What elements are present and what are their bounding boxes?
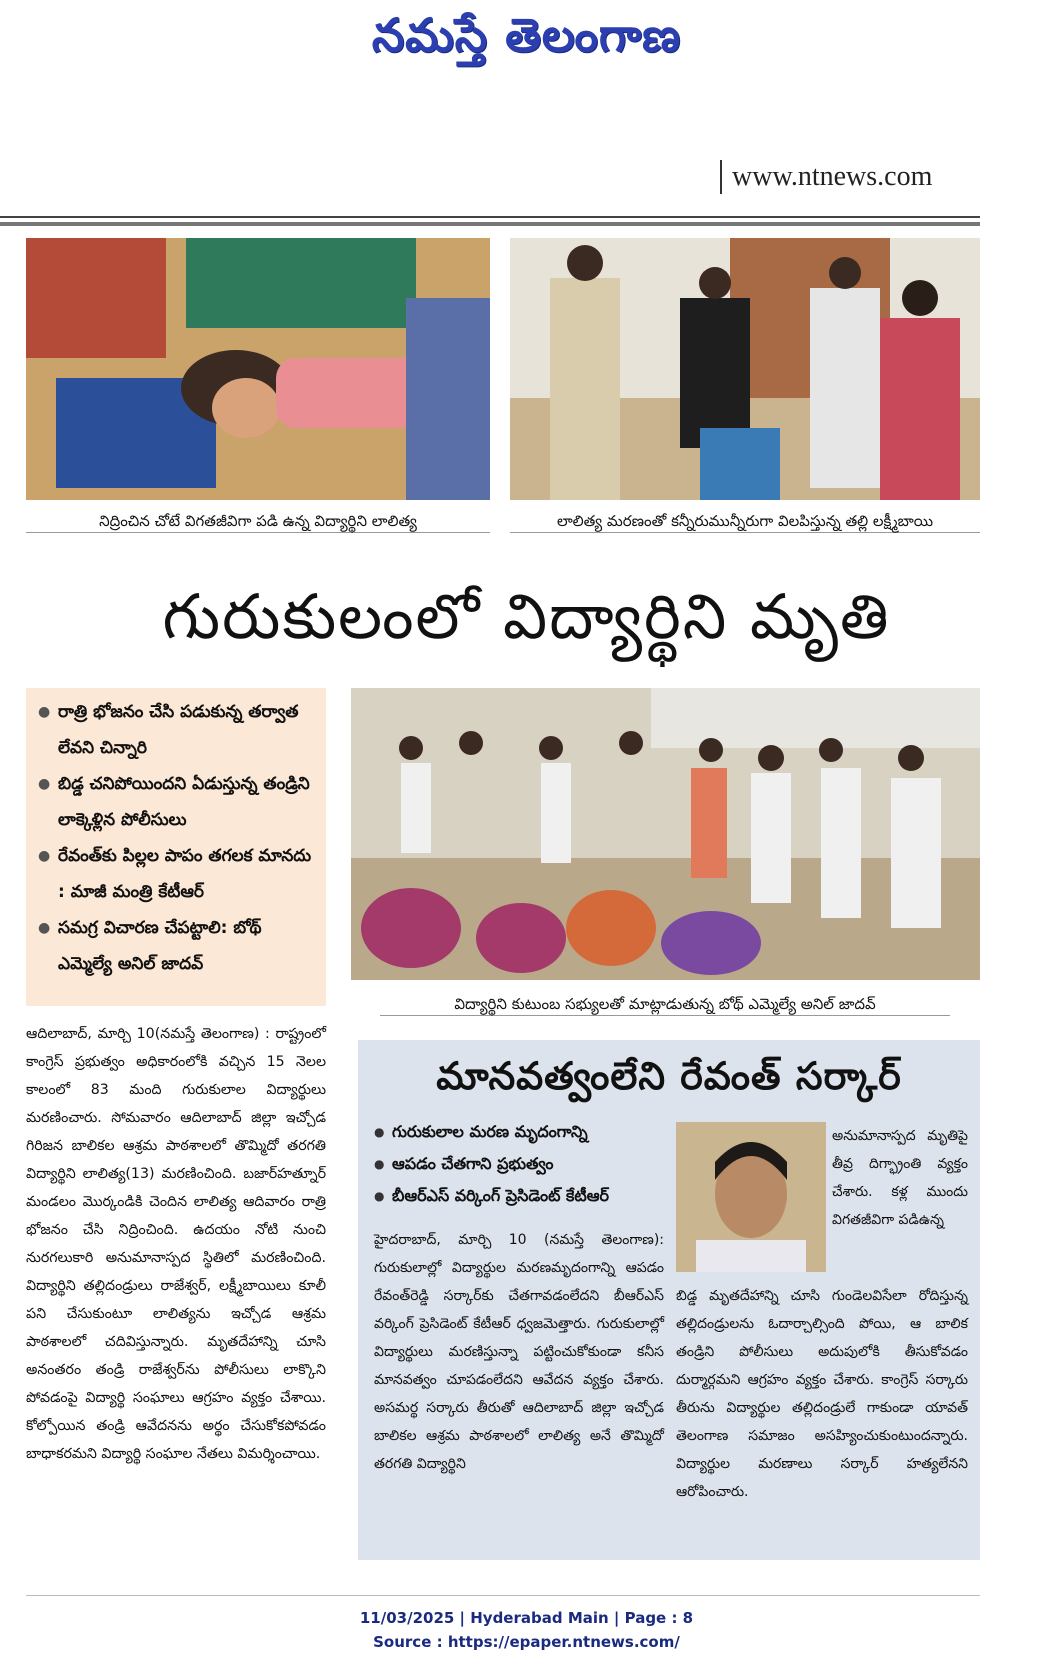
- photo-caption-left: నిద్రించిన చోటే విగతజీవిగా పడి ఉన్న విద్యార్థిని లాలిత్య: [26, 510, 490, 533]
- photo-girl-in-bed: [26, 238, 490, 500]
- masthead-rule-thick: [0, 222, 980, 226]
- highlight-item: ● బిడ్డ చనిపోయిందని ఏడుస్తున్న తండ్రిని లాక్కెళ్లిన పోలీసులు: [36, 766, 316, 838]
- main-headline: గురుకులంలో విద్యార్థిని మృతి: [162, 580, 891, 653]
- side-bullet: ● ఆపడం చేతగాని ప్రభుత్వం: [374, 1148, 664, 1180]
- side-story-body-right-top: అనుమానాస్పద మృతిపై తీవ్ర దిగ్భ్రాంతి వ్యక్తం చేశారు. కళ్ల ముందు విగతజీవిగా పడిఉన్న: [832, 1128, 968, 1228]
- photo-grieving-mother: [510, 238, 980, 500]
- side-story-headline: మానవత్వంలేని రేవంత్ సర్కార్: [436, 1054, 902, 1098]
- highlights-box: [26, 688, 326, 1006]
- side-bullet: ● గురుకులాల మరణ మృదంగాన్ని: [374, 1116, 664, 1148]
- main-story-body: ఆదిలాబాద్, మార్చి 10(నమస్తే తెలంగాణ) : రాష్ట్రంలో కాంగ్రెస్ ప్రభుత్వం అధికారంలోకి వచ్చిన 15 నెలల కాలంలో 83 మంది గురుకులాల విద్యార్థులు మరణించారు. సోమవారం ఆదిలాబాద్ జిల్లా ఇచ్చోడ గిరిజన బాలికల ఆశ్రమ పాఠశాలలో తొమ్మిదో తరగతి విద్యార్థిని లాలిత్య(13) మరణించింది. బజార్‌హత్నూర్ మండలం మొర్కండికి చెందిన లాలిత్య ఆదివారం రాత్రి భోజనం చేసి నిద్రించింది. ఉదయం నోటి నుంచి నురగలుకారి అనుమానాస్పద స్థితిలో మరణించింది. విద్యార్థిని తల్లిదండ్రులు రాజేశ్వర్, లక్ష్మీబాయిలు కూలీ పని చేసుకుంటూ లాలిత్యను ఇచ్చోడ ఆశ్రమ పాఠశాలలో చదివిస్తున్నారు. మృతదేహాన్ని చూసి అనంతరం తండ్రి రాజేశ్వర్‌ను పోలీసులు లాక్కొని పోవడంపై విద్యార్థి సంఘాలు ఆగ్రహం వ్యక్తం చేశాయి. కోల్పోయిన తండ్రి ఆవేదనను అర్థం చేసుకోకపోవడం బాధాకరమని విద్యార్థి సంఘాల నేతలు విమర్శించాయి.: [26, 1026, 326, 1462]
- footer-rule: [26, 1595, 980, 1596]
- side-story-body-left: హైదరాబాద్, మార్చి 10 (నమస్తే తెలంగాణ): గురుకులాల్లో విద్యార్థుల మరణమృదంగాన్ని ఆపడం రేవంత్‌రెడ్డి సర్కార్‌కు చేతగావడంలేదని బీఆర్‌ఎస్ వర్కింగ్ ప్రెసిడెంట్ కేటీఆర్ ధ్వజమెత్తారు. గురుకులాల్లో విద్యార్థులు మరణిస్తున్నా పట్టించుకోకుండా కనీస మానవత్వం చూపడంలేదని ఆవేదన వ్యక్తం చేశారు. అసమర్థ సర్కారు తీరుతో ఆదిలాబాద్ జిల్లా ఇచ్చోడ బాలికల ఆశ్రమ పాఠశాలలో లాలిత్య అనే తొమ్మిదో తరగతి విద్యార్థిని: [374, 1232, 664, 1472]
- highlight-item: ● సమగ్ర విచారణ చేపట్టాలి: బోథ్ ఎమ్మెల్యే అనిల్ జాదవ్: [36, 910, 316, 982]
- highlight-item: ● రేవంత్‌కు పిల్లల పాపం తగలక మానదు : మాజీ మంత్రి కేటీఆర్: [36, 838, 316, 910]
- photo-caption-middle: విద్యార్థిని కుటుంబ సభ్యులతో మాట్లాడుతున్న బోథ్ ఎమ్మెల్యే అనిల్ జాదవ్: [380, 993, 950, 1016]
- masthead-rule: [0, 216, 980, 218]
- side-story-body-right: బిడ్డ మృతదేహాన్ని చూసి గుండెలవిసేలా రోదిస్తున్న తల్లిదండ్రులను ఓదార్చాల్సింది పోయి, ఆ బాలిక తండ్రిని పోలీసులు అదుపులోకి తీసుకోవడం దుర్మార్గమని ఆగ్రహం వ్యక్తం చేశారు. కాంగ్రెస్ సర్కారు తీరును విద్యార్థుల తల్లిదండ్రులే గాకుండా యావత్ తెలంగాణ సమాజం అసహ్యించుకుంటుందన్నారు. విద్యార్థుల మరణాలు సర్కార్ హత్యలేనని ఆరోపించారు.: [676, 1288, 968, 1500]
- highlight-item: ● రాత్రి భోజనం చేసి పడుకున్న తర్వాత లేవని చిన్నారి: [36, 694, 316, 766]
- footer: [0, 1606, 1053, 1654]
- footer-source[interactable]: Source : https://epaper.ntnews.com/: [373, 1633, 680, 1651]
- side-story-box: [358, 1040, 980, 1560]
- photo-caption-right: లాలిత్య మరణంతో కన్నీరుమున్నీరుగా విలపిస్తున్న తల్లి లక్ష్మీబాయి: [510, 510, 980, 533]
- photo-mla-meeting-family: [351, 688, 980, 980]
- masthead-title: నమస్తే తెలంగాణ: [371, 8, 682, 62]
- ktr-portrait-photo: [676, 1122, 826, 1272]
- site-url[interactable]: www.ntnews.com: [720, 160, 992, 194]
- side-bullet: ● బీఆర్‌ఎస్ వర్కింగ్ ప్రెసిడెంట్ కేటీఆర్: [374, 1180, 664, 1212]
- footer-edition-info: 11/03/2025 | Hyderabad Main | Page : 8: [359, 1609, 694, 1627]
